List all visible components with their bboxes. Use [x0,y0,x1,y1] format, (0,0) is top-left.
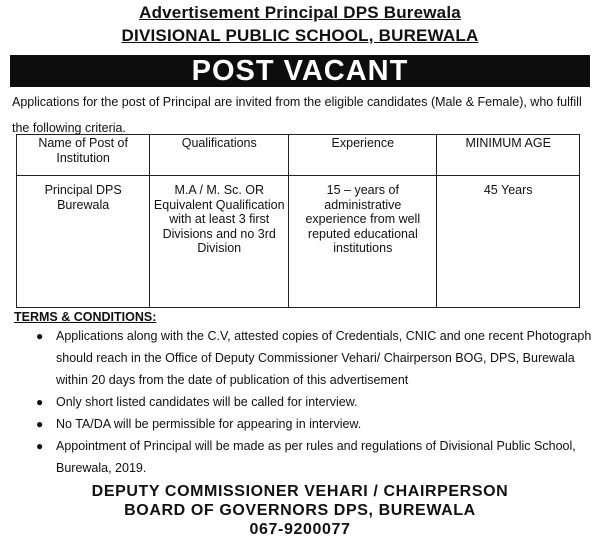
bullet-icon: ● [36,329,44,343]
bullet-icon: ● [36,439,44,453]
cell-age: 45 Years [437,176,580,308]
cell-experience: 15 – years of administrative experience from well reputed educational institutions [289,176,437,308]
header-minimum-age: MINIMUM AGE [437,135,580,176]
condition-text: Only short listed candidates will be called for interview. [56,395,358,409]
criteria-table [16,134,580,308]
list-item [14,391,592,413]
terms-section [14,309,592,479]
list-item [14,435,592,479]
condition-text: No TA/DA will be permissible for appearing in interview. [56,417,362,431]
intro-paragraph: Applications for the post of Principal are invited from the eligible candidates (Male & Female), who fulfill the following criteria. [12,95,582,135]
cell-post: Principal DPS Burewala [17,176,150,308]
post-vacant-banner: POST VACANT [10,55,590,87]
school-name: DIVISIONAL PUBLIC SCHOOL, BUREWALA [121,26,479,45]
criteria-header-row [17,135,580,176]
footer [0,482,600,539]
table-row [17,176,580,308]
list-item [14,325,592,391]
advertisement-title: Advertisement Principal DPS Burewala [139,3,461,22]
header-experience: Experience [289,135,437,176]
header [0,0,600,46]
header-post: Name of Post of Institution [17,135,150,176]
list-item [14,413,592,435]
condition-text: Applications along with the C.V, attested copies of Credentials, CNIC and one recent Photograph should reach in the Office of Deputy Commissioner Vehari/ Chairperson BOG, DPS, Burewala within 20 days from the date of publication of this advertisement [56,329,592,387]
bullet-icon: ● [36,417,44,431]
conditions-list [14,325,592,479]
bullet-icon: ● [36,395,44,409]
condition-text: Appointment of Principal will be made as per rules and regulations of Divisional Public School, Burewala, 2019. [56,439,576,475]
footer-board: BOARD OF GOVERNORS DPS, BUREWALA [124,502,476,519]
terms-title: TERMS & CONDITIONS: [14,310,157,324]
footer-authority: DEPUTY COMMISSIONER VEHARI / CHAIRPERSON [91,483,509,500]
header-qualifications: Qualifications [150,135,289,176]
footer-phone: 067-9200077 [249,521,351,538]
cell-qualifications: M.A / M. Sc. OR Equivalent Qualification with at least 3 first Divisions and no 3rd Division [150,176,289,308]
